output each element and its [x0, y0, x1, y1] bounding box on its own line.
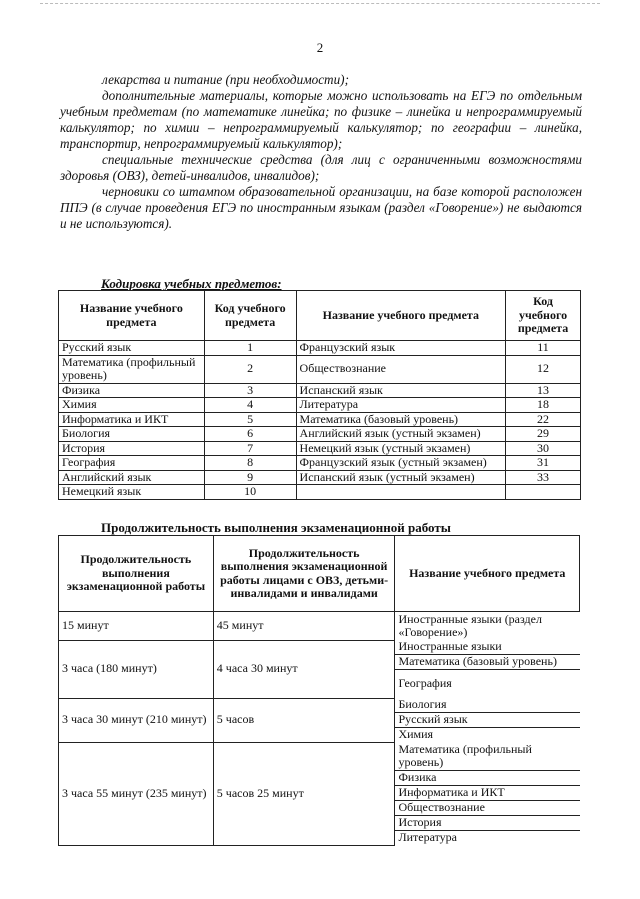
duration-caption: Продолжительность выполнения экзаменационной работы: [101, 520, 451, 535]
subject-item: Математика (профильный уровень): [395, 742, 579, 771]
subject-code-cell: 10: [204, 485, 296, 500]
subject-name-cell: Информатика и ИКТ: [59, 412, 205, 427]
intro-paragraph: черновики со штампом образовательной организации, на базе которой расположен ППЭ (в случае проведения ЕГЭ по иностранным языкам (раздел «Говорение») не выдаются и не используются).: [60, 184, 582, 231]
subject-code-cell: 2: [204, 355, 296, 383]
subject-name-cell: История: [59, 441, 205, 456]
subjects-cell: [395, 698, 580, 742]
ovz-duration-cell: 5 часов 25 минут: [213, 742, 395, 845]
column-header: Название учебного предмета: [296, 291, 506, 341]
subject-code-cell: 4: [204, 398, 296, 413]
subject-name-cell: Английский язык: [59, 470, 205, 485]
subjects-list: [395, 640, 579, 698]
subject-code-cell: 30: [506, 441, 581, 456]
subject-codes-body: [59, 291, 581, 500]
column-header: Продолжительность выполнения экзаменационной работы: [59, 536, 214, 612]
subject-name-cell: Немецкий язык: [59, 485, 205, 500]
subject-code-cell: 6: [204, 427, 296, 442]
subject-code-cell: 9: [204, 470, 296, 485]
subject-code-cell: 5: [204, 412, 296, 427]
subject-name-cell: [296, 485, 506, 500]
column-header: Код учебного предмета: [506, 291, 581, 341]
ovz-duration-cell: 5 часов: [213, 698, 395, 742]
subject-item: Химия: [398, 727, 434, 742]
subject-code-cell: 8: [204, 456, 296, 471]
intro-paragraph: дополнительные материалы, которые можно использовать на ЕГЭ по отдельным учебным предметам (по математике линейка; по физике – линейка и непрограммируемый калькулятор; по химии – непрограммируемый калькулятор; по географии – линейка, транспортир, непрограммируемый калькулятор);: [60, 88, 582, 151]
column-header: Название учебного предмета: [395, 536, 580, 612]
table-row: [59, 383, 581, 398]
subject-item: Иностранные языки: [395, 640, 579, 655]
codes-caption: Кодировка учебных предметов:: [101, 276, 282, 291]
intro-paragraph: лекарства и питание (при необходимости);: [102, 72, 349, 87]
subject-item: Литература: [398, 830, 458, 845]
subject-code-cell: 18: [506, 398, 581, 413]
table-header-row: [59, 291, 581, 341]
subject-code-cell: 31: [506, 456, 581, 471]
subject-name-cell: Русский язык: [59, 341, 205, 356]
subject-name-cell: Литература: [296, 398, 506, 413]
subject-item: История: [395, 816, 579, 831]
table-row: [59, 485, 581, 500]
table-row: [59, 412, 581, 427]
subject-item: Иностранные языки (раздел «Говорение»): [398, 611, 542, 639]
table-row: [59, 341, 581, 356]
column-header: Название учебного предмета: [59, 291, 205, 341]
intro-paragraph: специальные технические средства (для лиц с ограниченными возможностями здоровья (ОВЗ), детей-инвалидов, инвалидов);: [60, 152, 582, 183]
subject-item: Биология: [395, 698, 579, 713]
subject-name-cell: Французский язык: [296, 341, 506, 356]
subject-name-cell: Химия: [59, 398, 205, 413]
subject-name-cell: Математика (базовый уровень): [296, 412, 506, 427]
table-header-row: [59, 536, 580, 612]
subject-name-cell: Математика (профильный уровень): [59, 355, 205, 383]
subjects-list: [395, 612, 579, 640]
table-row: [59, 742, 580, 845]
column-header: Код учебного предмета: [204, 291, 296, 341]
table-row: [59, 441, 581, 456]
subject-code-cell: 1: [204, 341, 296, 356]
subject-code-cell: 12: [506, 355, 581, 383]
subject-item: Русский язык: [395, 713, 579, 728]
subject-name-cell: Французский язык (устный экзамен): [296, 456, 506, 471]
duration-cell: 15 минут: [59, 612, 214, 641]
subject-code-cell: 22: [506, 412, 581, 427]
subject-name-cell: Английский язык (устный экзамен): [296, 427, 506, 442]
subjects-list: [395, 698, 579, 742]
duration-cell: 3 часа 30 минут (210 минут): [59, 698, 214, 742]
subjects-cell: [395, 612, 580, 641]
subject-code-cell: 13: [506, 383, 581, 398]
table-row: [59, 470, 581, 485]
subject-code-cell: 33: [506, 470, 581, 485]
table-row: [59, 427, 581, 442]
duration-table: [58, 535, 580, 846]
subject-code-cell: 7: [204, 441, 296, 456]
table-row: [59, 355, 581, 383]
column-header: Продолжительность выполнения экзаменационной работы лицами с ОВЗ, детьми-инвалидами и инвалидами: [213, 536, 395, 612]
table-row: [59, 398, 581, 413]
subject-item: Обществознание: [395, 801, 579, 816]
subject-name-cell: Испанский язык: [296, 383, 506, 398]
table-row: [59, 640, 580, 698]
subject-name-cell: География: [59, 456, 205, 471]
subject-item: География: [398, 676, 452, 691]
subject-code-cell: 3: [204, 383, 296, 398]
ovz-duration-cell: 4 часа 30 минут: [213, 640, 395, 698]
intro-text: [60, 72, 582, 232]
subject-name-cell: Испанский язык (устный экзамен): [296, 470, 506, 485]
subjects-cell: [395, 640, 580, 698]
table-row: [59, 612, 580, 641]
subject-code-cell: 11: [506, 341, 581, 356]
subject-name-cell: Немецкий язык (устный экзамен): [296, 441, 506, 456]
subject-item: Математика (базовый уровень): [395, 655, 579, 670]
ovz-duration-cell: 45 минут: [213, 612, 395, 641]
page-number: 2: [316, 40, 324, 55]
subject-name-cell: Физика: [59, 383, 205, 398]
subject-code-cell: [506, 485, 581, 500]
duration-body: [59, 536, 580, 846]
top-rule: [40, 3, 600, 4]
duration-cell: 3 часа (180 минут): [59, 640, 214, 698]
subject-item: Информатика и ИКТ: [395, 786, 579, 801]
subjects-cell: [395, 742, 580, 845]
duration-cell: 3 часа 55 минут (235 минут): [59, 742, 214, 845]
subject-item: Физика: [395, 771, 579, 786]
table-row: [59, 698, 580, 742]
table-row: [59, 456, 581, 471]
subjects-list: [395, 742, 579, 845]
subject-name-cell: Биология: [59, 427, 205, 442]
subject-name-cell: Обществознание: [296, 355, 506, 383]
subject-code-cell: 29: [506, 427, 581, 442]
subject-codes-table: [58, 290, 581, 500]
